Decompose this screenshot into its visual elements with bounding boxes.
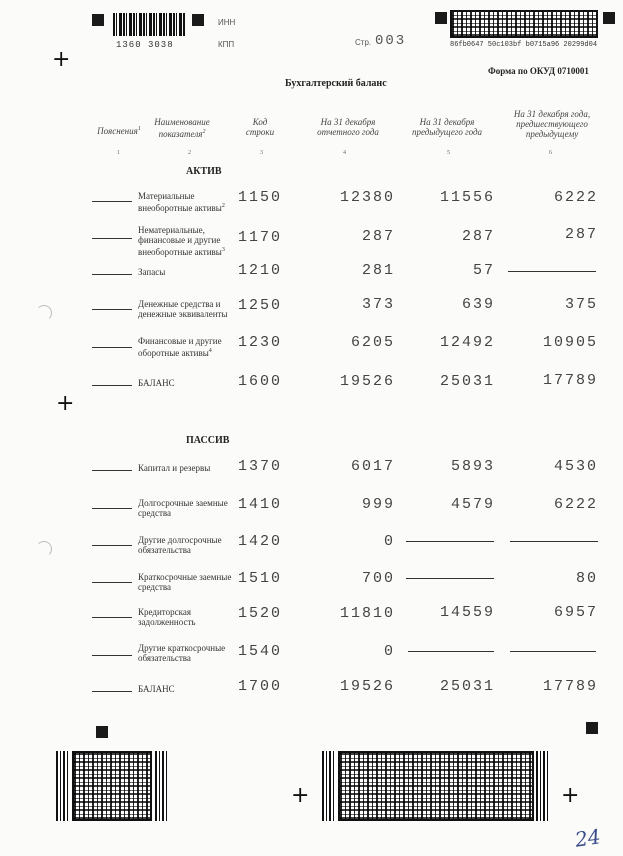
table-row (0, 532, 623, 562)
empty-value-line (508, 271, 596, 272)
registration-mark (586, 722, 598, 734)
notes-blank (92, 201, 132, 202)
row-label: Краткосрочные заемные средства (138, 572, 232, 592)
inn-barcode (113, 13, 185, 36)
notes-blank (92, 617, 132, 618)
col-before-previous-header: На 31 декабря года, предшествующего предыдущему (513, 109, 591, 139)
section-assets: АКТИВ (186, 166, 222, 177)
2d-barcode (450, 10, 598, 38)
notes-blank (92, 691, 132, 692)
punch-hole (36, 305, 52, 321)
table-row (0, 495, 623, 525)
row-label: Кредиторская задолженность (138, 607, 196, 627)
row-label: Запасы (138, 267, 166, 277)
crosshair-mark: + (56, 391, 75, 416)
table-row (0, 372, 623, 402)
col-number: 1 (117, 150, 120, 156)
table-row (0, 296, 623, 326)
inn-label: ИНН (218, 18, 236, 27)
table-row (0, 457, 623, 487)
row-label: Другие долгосрочные обязательства (138, 535, 222, 555)
page-number: 003 (375, 33, 407, 49)
left-barcode-edge (155, 751, 167, 821)
row-code: 1150 (238, 189, 283, 206)
value-before-previous: 80 (575, 570, 598, 587)
row-code: 1230 (238, 334, 283, 351)
right-barcode-edge (322, 751, 336, 821)
registration-mark (435, 12, 447, 24)
registration-mark (96, 726, 108, 738)
col-number: 4 (343, 150, 346, 156)
col-number: 2 (188, 150, 191, 156)
col-number: 5 (447, 150, 450, 156)
value-before-previous: 287 (564, 226, 598, 243)
value-current: 6017 (350, 458, 395, 475)
table-row (0, 334, 623, 364)
table-row (0, 188, 623, 218)
value-previous: 5893 (450, 458, 495, 475)
notes-blank (92, 545, 132, 546)
col-name-header: Наименование показателя$^2$ (154, 117, 210, 139)
col-number: 3 (260, 150, 263, 156)
row-code: 1370 (238, 458, 283, 475)
col-code-header: Код строки (245, 117, 275, 137)
row-code: 1410 (238, 496, 283, 513)
notes-blank (92, 582, 132, 583)
crosshair-mark: + (291, 783, 310, 808)
value-before-previous: 375 (564, 296, 598, 313)
handwritten-page-number: 24 (573, 824, 602, 852)
crosshair-mark: + (52, 47, 71, 72)
value-previous: 287 (461, 228, 495, 245)
registration-mark (92, 14, 104, 26)
value-before-previous: 4530 (553, 458, 598, 475)
value-before-previous: 6222 (553, 496, 598, 513)
notes-blank (92, 238, 132, 239)
row-label: Долгосрочные заемные средства (138, 498, 228, 518)
crosshair-mark: + (561, 783, 580, 808)
empty-value-line (406, 541, 494, 542)
value-current: 19526 (339, 678, 395, 695)
value-before-previous: 17789 (542, 678, 598, 695)
notes-blank (92, 309, 132, 310)
empty-value-line (408, 651, 494, 652)
value-before-previous: 6957 (553, 604, 598, 621)
row-label: Финансовые и другие оборотные активы$^4$ (138, 336, 222, 358)
value-current: 281 (361, 262, 395, 279)
notes-blank (92, 470, 132, 471)
row-label: Капитал и резервы (138, 463, 211, 473)
notes-blank (92, 347, 132, 348)
value-before-previous: 10905 (542, 334, 598, 351)
value-current: 12380 (339, 189, 395, 206)
row-label: Денежные средства и денежные эквиваленты (138, 299, 228, 319)
punch-hole (36, 541, 52, 557)
value-before-previous: 6222 (553, 189, 598, 206)
col-notes-header: Пояснения$^1$ (97, 126, 141, 136)
value-current: 6205 (350, 334, 395, 351)
row-code: 1520 (238, 605, 283, 622)
empty-value-line (510, 541, 598, 542)
value-previous: 11556 (439, 189, 495, 206)
form-code: Форма по ОКУД 0710001 (488, 66, 589, 76)
empty-value-line (406, 578, 494, 579)
row-code: 1540 (238, 643, 283, 660)
value-previous: 57 (472, 262, 495, 279)
value-before-previous: 17789 (542, 372, 598, 389)
value-previous: 12492 (439, 334, 495, 351)
row-code: 1420 (238, 533, 283, 550)
notes-blank (92, 508, 132, 509)
table-row (0, 569, 623, 599)
row-code: 1510 (238, 570, 283, 587)
col-previous-header: На 31 декабря предыдущего года (411, 117, 483, 137)
row-label: Нематериальные, финансовые и другие внеоборотные активы$^3$ (138, 225, 225, 257)
value-current: 0 (383, 643, 395, 660)
row-code: 1600 (238, 373, 283, 390)
registration-mark (603, 12, 615, 24)
row-code: 1250 (238, 297, 283, 314)
table-row (0, 642, 623, 672)
col-number: 6 (549, 150, 552, 156)
value-current: 700 (361, 570, 395, 587)
value-current: 373 (361, 296, 395, 313)
page-label: Стр. (355, 38, 372, 47)
section-liabilities: ПАССИВ (186, 435, 230, 446)
value-current: 287 (361, 228, 395, 245)
left-2d-barcode (72, 751, 152, 821)
table-row (0, 678, 623, 708)
value-previous: 4579 (450, 496, 495, 513)
kpp-label: КПП (218, 40, 235, 49)
empty-value-line (510, 651, 596, 652)
registration-mark (192, 14, 204, 26)
row-label: БАЛАНС (138, 378, 175, 388)
barcode-hash: 86fb0647 50c103bf b0715a96 20299d04 (450, 41, 598, 49)
col-current-header: На 31 декабря отчетного года (317, 117, 379, 137)
notes-blank (92, 385, 132, 386)
inn-digits: 1360 3038 (116, 40, 174, 50)
table-row (0, 261, 623, 291)
row-code: 1210 (238, 262, 283, 279)
notes-blank (92, 274, 132, 275)
row-label: Материальные внеоборотные активы$^2$ (138, 191, 225, 213)
row-label: БАЛАНС (138, 684, 175, 694)
notes-blank (92, 655, 132, 656)
value-current: 999 (361, 496, 395, 513)
row-code: 1170 (238, 229, 283, 246)
value-previous: 25031 (439, 373, 495, 390)
table-row (0, 225, 623, 255)
table-row (0, 604, 623, 634)
value-current: 19526 (339, 373, 395, 390)
value-previous: 639 (461, 296, 495, 313)
value-previous: 14559 (439, 604, 495, 621)
left-barcode-edge (56, 751, 68, 821)
right-barcode-edge (536, 751, 550, 821)
value-current: 0 (383, 533, 395, 550)
row-label: Другие краткосрочные обязательства (138, 643, 226, 663)
right-2d-barcode (338, 751, 534, 821)
value-previous: 25031 (439, 678, 495, 695)
value-current: 11810 (339, 605, 395, 622)
row-code: 1700 (238, 678, 283, 695)
page-title: Бухгалтерский баланс (285, 78, 387, 89)
